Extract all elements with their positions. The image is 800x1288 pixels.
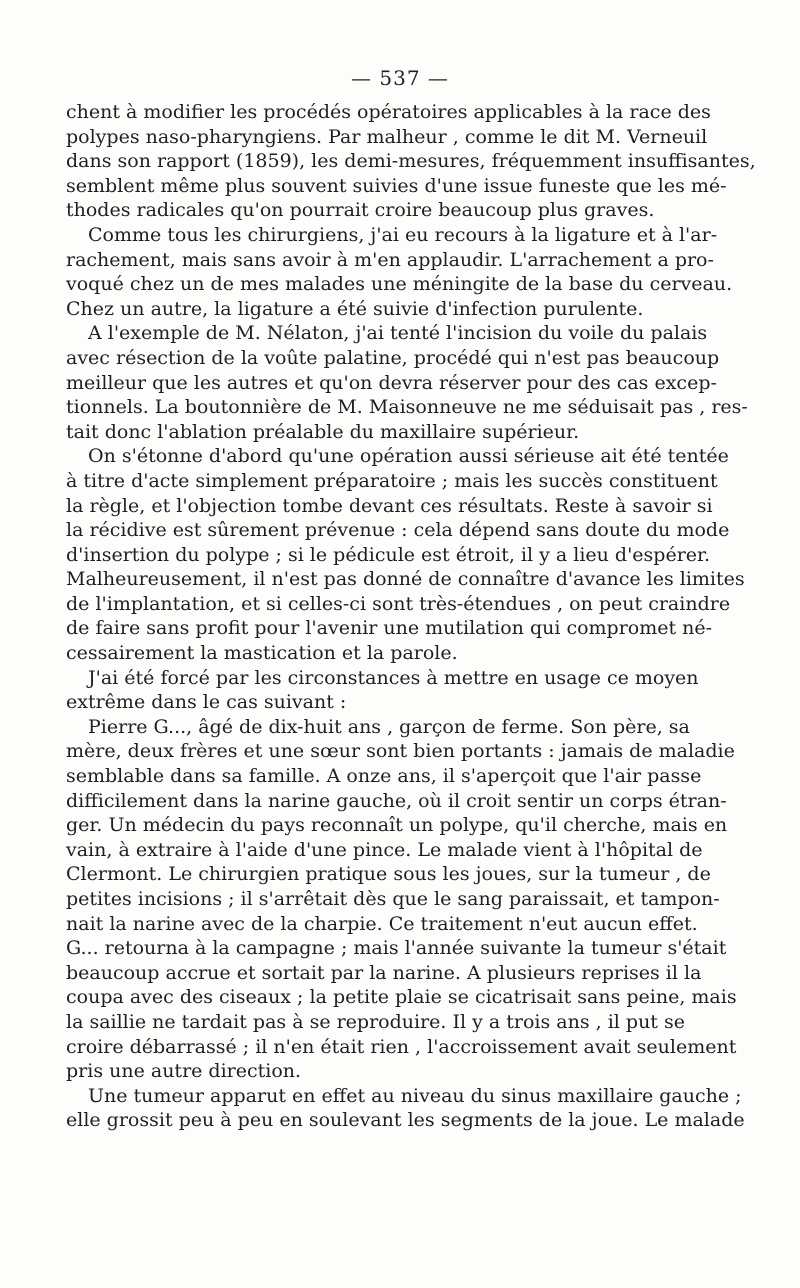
text-line: Chez un autre, la ligature a été suivie d'infection purulente.	[66, 297, 644, 320]
text-line: avec résection de la voûte palatine, procédé qui n'est pas beaucoup	[66, 346, 720, 369]
text-line: J'ai été forcé par les circonstances à mettre en usage ce moyen	[88, 666, 699, 689]
text-line: meilleur que les autres et qu'on devra réserver pour des cas excep-	[66, 371, 717, 394]
text-line: G... retourna à la campagne ; mais l'année suivante la tumeur s'était	[66, 937, 727, 960]
text-line: coupa avec des ciseaux ; la petite plaie se cicatrisait sans peine, mais	[66, 986, 737, 1009]
text-line: d'insertion du polype ; si le pédicule est étroit, il y a lieu d'espérer.	[66, 543, 711, 566]
body-text	[66, 100, 756, 1133]
text-line: pris une autre direction.	[66, 1060, 302, 1083]
text-line: voqué chez un de mes malades une méningite de la base du cerveau.	[66, 273, 733, 296]
text-line: vain, à extraire à l'aide d'une pince. Le malade vient à l'hôpital de	[66, 838, 703, 861]
text-line: petites incisions ; il s'arrêtait dès que le sang paraissait, et tampon-	[66, 888, 720, 910]
text-line: semblent même plus souvent suivies d'une issue funeste que les mé-	[66, 174, 727, 197]
text-line: chent à modifier les procédés opératoires applicables à la race des	[66, 101, 711, 123]
text-line: dans son rapport (1859), les demi-mesures, fréquemment insuffisantes,	[66, 150, 756, 173]
text-line: Pierre G..., âgé de dix-huit ans , garçon de ferme. Son père, sa	[88, 715, 690, 738]
text-line: mère, deux frères et une sœur sont bien portants : jamais de maladie	[66, 740, 735, 763]
text-line: nait la narine avec de la charpie. Ce traitement n'eut aucun effet.	[66, 912, 698, 935]
text-line: A l'exemple de M. Nélaton, j'ai tenté l'incision du voile du palais	[88, 322, 708, 345]
text-line: Une tumeur apparut en effet au niveau du sinus maxillaire gauche ;	[88, 1084, 742, 1107]
text-line: ger. Un médecin du pays reconnaît un polype, qu'il cherche, mais en	[66, 814, 728, 837]
text-line: polypes naso-pharyngiens. Par malheur , comme le dit M. Verneuil	[66, 125, 708, 148]
text-line: tionnels. La boutonnière de M. Maisonneuve ne me séduisait pas , res-	[66, 396, 748, 419]
text-line: beaucoup accrue et sortait par la narine. A plusieurs reprises il la	[66, 961, 702, 984]
text-line: rachement, mais sans avoir à m'en applaudir. L'arrachement a pro-	[66, 248, 714, 271]
text-line: difficilement dans la narine gauche, où il croit sentir un corps étran-	[66, 789, 727, 812]
text-line: Clermont. Le chirurgien pratique sous les joues, sur la tumeur , de	[66, 863, 711, 886]
text-line: Malheureusement, il n'est pas donné de connaître d'avance les limites	[66, 568, 745, 591]
text-line: de faire sans profit pour l'avenir une mutilation qui compromet né-	[66, 617, 713, 640]
text-line: Comme tous les chirurgiens, j'ai eu recours à la ligature et à l'ar-	[88, 223, 718, 246]
text-line: extrême dans le cas suivant :	[66, 691, 347, 714]
text-line: thodes radicales qu'on pourrait croire beaucoup plus graves.	[66, 199, 655, 222]
page-number: — 537 —	[351, 66, 449, 90]
text-line: cessairement la mastication et la parole.	[66, 642, 458, 665]
text-line: elle grossit peu à peu en soulevant les segments de la joue. Le malade	[66, 1109, 745, 1132]
text-line: à titre d'acte simplement préparatoire ; mais les succès constituent	[66, 469, 718, 492]
text-line: la saillie ne tardait pas à se reproduire. Il y a trois ans , il put se	[66, 1010, 685, 1033]
text-line: On s'étonne d'abord qu'une opération aussi sérieuse ait été tentée	[88, 445, 729, 468]
text-line: la règle, et l'objection tombe devant ces résultats. Reste à savoir si	[66, 494, 713, 517]
text-line: croire débarrassé ; il n'en était rien , l'accroissement avait seulement	[66, 1035, 737, 1058]
text-line: semblable dans sa famille. A onze ans, il s'aperçoit que l'air passe	[66, 765, 702, 788]
text-line: tait donc l'ablation préalable du maxillaire supérieur.	[66, 420, 580, 443]
text-line: la récidive est sûrement prévenue : cela dépend sans doute du mode	[66, 519, 730, 542]
text-line: de l'implantation, et si celles-ci sont très-étendues , on peut craindre	[66, 592, 731, 615]
